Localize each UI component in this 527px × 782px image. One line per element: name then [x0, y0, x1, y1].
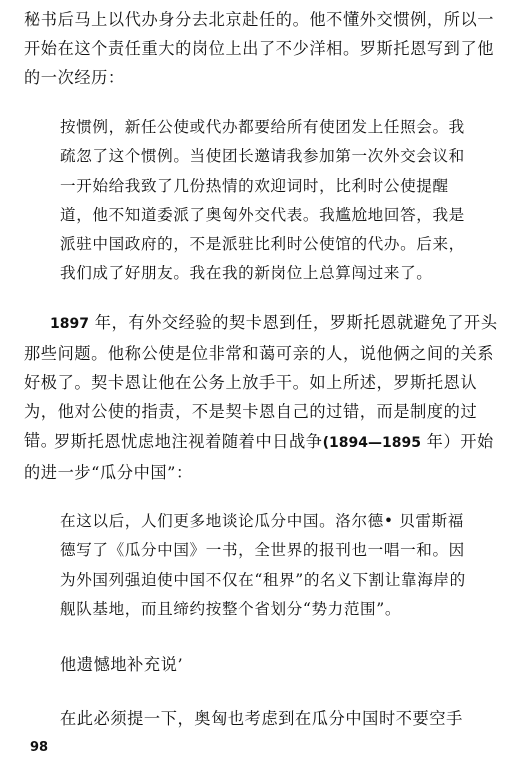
- block-quote-rosthorn-experience: 按惯例，新任公使或代办都要给所有使团发上任照会。我疏忽了这个惯例。当使团长邀请我参加第一次外交会议和一开始给我致了几份热情的欢迎词时，比利时公使提醒道，他不知道委派了奥匈外交代表。我尴尬地回答，我是派驻中国政府的，不是派驻比利时公使馆的代办。后来，我们成了好朋友。我在我的新岗位上总算闯过来了。: [60, 118, 465, 283]
- page-number: 98: [30, 740, 49, 755]
- paragraph-czikann-text: 年，有外交经验的契卡恩到任，罗斯托恩就避免了开头那些问题。他称公使是位非常和蔼可亲的人，说他俩之间的关系好极了。契卡恩让他在公务上放手干。如上所述，罗斯托恩认为，他对公使的指责，不是契卡恩自己的过错，而是制度的过错。: [24, 313, 498, 450]
- paragraph-intro: 秘书后马上以代办身分去北京赴任的。他不懂外交惯例，所以一开始在这个责任重大的岗位上出了不少洋相。罗斯托恩写到了他的一次经历：: [24, 10, 495, 87]
- year-1897: 1897: [50, 316, 89, 332]
- quote-austria-hungary: 在此必须提一下，奥匈也考虑到在瓜分中国时不要空手: [60, 709, 463, 728]
- paragraph-partition-pre: 罗斯托恩忧虑地注视着随着中日战争: [54, 432, 323, 451]
- paragraph-partition-post: 年）开始的进一步“瓜分中国”：: [24, 432, 494, 482]
- war-years: (1894—1895: [322, 435, 421, 451]
- paragraph-partition: [24, 427, 508, 487]
- paragraph-regret: 他遗憾地补充说’: [60, 655, 184, 674]
- block-quote-partition: 在这以后，人们更多地谈论瓜分中国。洛尔德• 贝雷斯福德写了《瓜分中国》一书，全世界的报刊也一唱一和。因为外国列强迫使中国不仅在“租界”的名义下割让靠海岸的舰队基地，而且缔约按整个省划分“势力范围”。: [60, 512, 466, 618]
